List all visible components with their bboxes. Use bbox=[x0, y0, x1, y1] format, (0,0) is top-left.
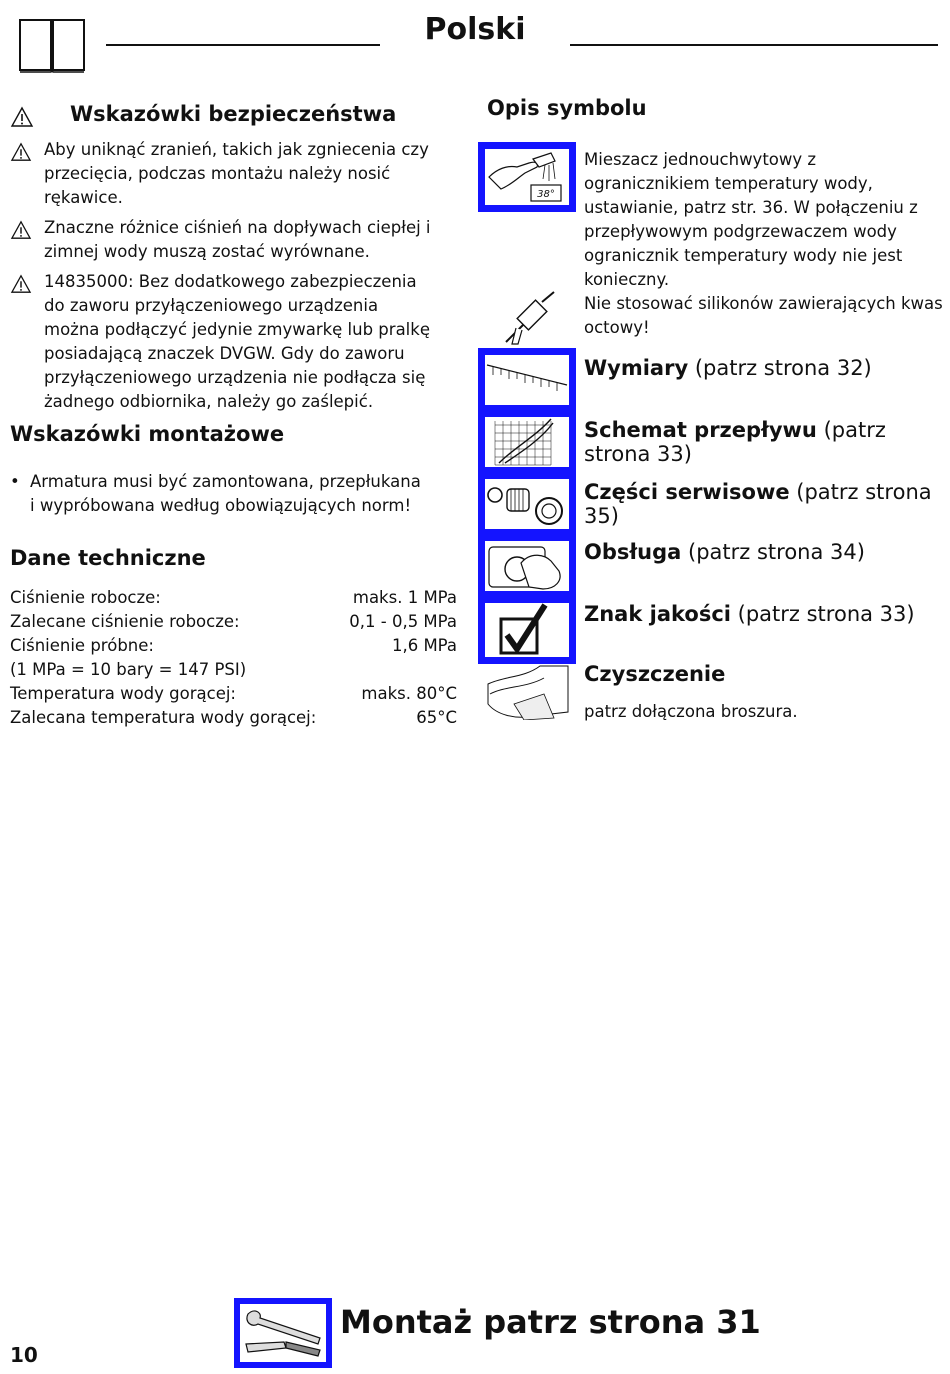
technical-label: Ciśnienie robocze: bbox=[10, 588, 161, 607]
page-number: 10 bbox=[10, 1343, 38, 1367]
symbol-item-dimensions: Wymiary (patrz strona 32) bbox=[584, 356, 872, 380]
technical-row bbox=[10, 706, 457, 730]
safety-item bbox=[10, 138, 460, 210]
warning-triangle-icon bbox=[10, 270, 44, 294]
technical-label: Temperatura wody gorącej: bbox=[10, 684, 236, 703]
technical-label: (1 MPa = 10 bary = 147 PSI) bbox=[10, 660, 247, 679]
technical-value: maks. 1 MPa bbox=[352, 588, 457, 607]
symbol-item-operation: Obsługa (patrz strona 34) bbox=[584, 540, 865, 564]
technical-heading: Dane techniczne bbox=[10, 546, 206, 570]
tools-symbol bbox=[234, 1298, 332, 1368]
symbols-heading: Opis symbolu bbox=[487, 96, 647, 120]
footer-assembly-reference: Montaż patrz strona 31 bbox=[340, 1303, 761, 1341]
technical-label: Zalecana temperatura wody gorącej: bbox=[10, 708, 317, 727]
montage-heading: Wskazówki montażowe bbox=[10, 422, 285, 446]
symbol-item-quality: Znak jakości (patrz strona 33) bbox=[584, 602, 915, 626]
service-parts-symbol bbox=[478, 472, 576, 536]
flow-diagram-symbol bbox=[478, 410, 576, 474]
silicone-warning: Nie stosować silikonów zawierających kwas octowy! bbox=[584, 294, 943, 337]
montage-item-text: Armatura musi być zamontowana, przepłukana i wypróbowana według obowiązujących norm! bbox=[30, 472, 421, 515]
safety-item-text: Znaczne różnice ciśnień na dopływach ciepłej i zimnej wody muszą zostać wyrównane. bbox=[44, 218, 431, 261]
thermo-display-text: 38° bbox=[537, 189, 555, 200]
safety-item-text: Aby uniknąć zranień, takich jak zgniecenia czy przecięcia, podczas montażu należy nosić rękawice. bbox=[44, 140, 429, 207]
technical-value: maks. 80°C bbox=[361, 684, 457, 703]
technical-row bbox=[10, 682, 457, 706]
technical-value: 65°C bbox=[416, 708, 457, 727]
safety-item bbox=[10, 270, 460, 414]
technical-table bbox=[10, 586, 457, 730]
dimensions-symbol bbox=[478, 348, 576, 412]
safety-heading: Wskazówki bezpieczeństwa bbox=[70, 102, 397, 126]
page-title: Polski bbox=[380, 8, 570, 52]
technical-label: Ciśnienie próbne: bbox=[10, 636, 154, 655]
technical-row bbox=[10, 634, 457, 658]
cleaning-hand-icon bbox=[484, 664, 572, 720]
wrench-screwdriver-icon bbox=[240, 1304, 326, 1362]
symbol-item-flow: Schemat przepływu (patrz strona 33) bbox=[584, 418, 886, 466]
manual-book-icon bbox=[18, 16, 86, 74]
safety-item bbox=[10, 216, 460, 264]
quality-mark-symbol bbox=[478, 596, 576, 664]
technical-row bbox=[10, 610, 457, 634]
mixer-thermostat-symbol bbox=[478, 142, 576, 212]
warning-triangle-icon bbox=[10, 138, 44, 162]
safety-item-text: 14835000: Bez dodatkowego zabezpieczenia do zaworu przyłączeniowego urządzenia można podłączyć jedynie zmywarkę lub pralkę posiadającą znaczek DVGW. Gdy do zaworu przyłączeniowego urządzenia nie podłącza się żadnego odbiornika, należy go zaślepić. bbox=[44, 272, 430, 411]
operation-symbol bbox=[478, 534, 576, 598]
technical-label: Zalecane ciśnienie robocze: bbox=[10, 612, 240, 631]
montage-item bbox=[10, 470, 460, 518]
technical-row bbox=[10, 658, 457, 682]
warning-triangle-icon bbox=[10, 100, 44, 128]
technical-row bbox=[10, 586, 457, 610]
warning-triangle-icon bbox=[10, 216, 44, 240]
safety-heading-row bbox=[10, 100, 460, 128]
silicone-gun-icon bbox=[498, 290, 562, 348]
technical-value: 1,6 MPa bbox=[391, 636, 457, 655]
symbol-item-cleaning: Czyszczenie bbox=[584, 662, 726, 686]
cleaning-note: patrz dołączona broszura. bbox=[584, 702, 798, 721]
mixer-description: Mieszacz jednouchwytowy z ogranicznikiem temperatury wody, ustawianie, patrz str. 36. W połączeniu z przepływowym podgrzewaczem wody ogranicznik temperatury wody nie jest konieczny. bbox=[584, 150, 918, 289]
left-column bbox=[10, 100, 460, 730]
bullet-icon: • bbox=[10, 472, 20, 491]
technical-value: 0,1 - 0,5 MPa bbox=[349, 612, 457, 631]
symbol-item-parts: Części serwisowe (patrz strona 35) bbox=[584, 480, 932, 528]
